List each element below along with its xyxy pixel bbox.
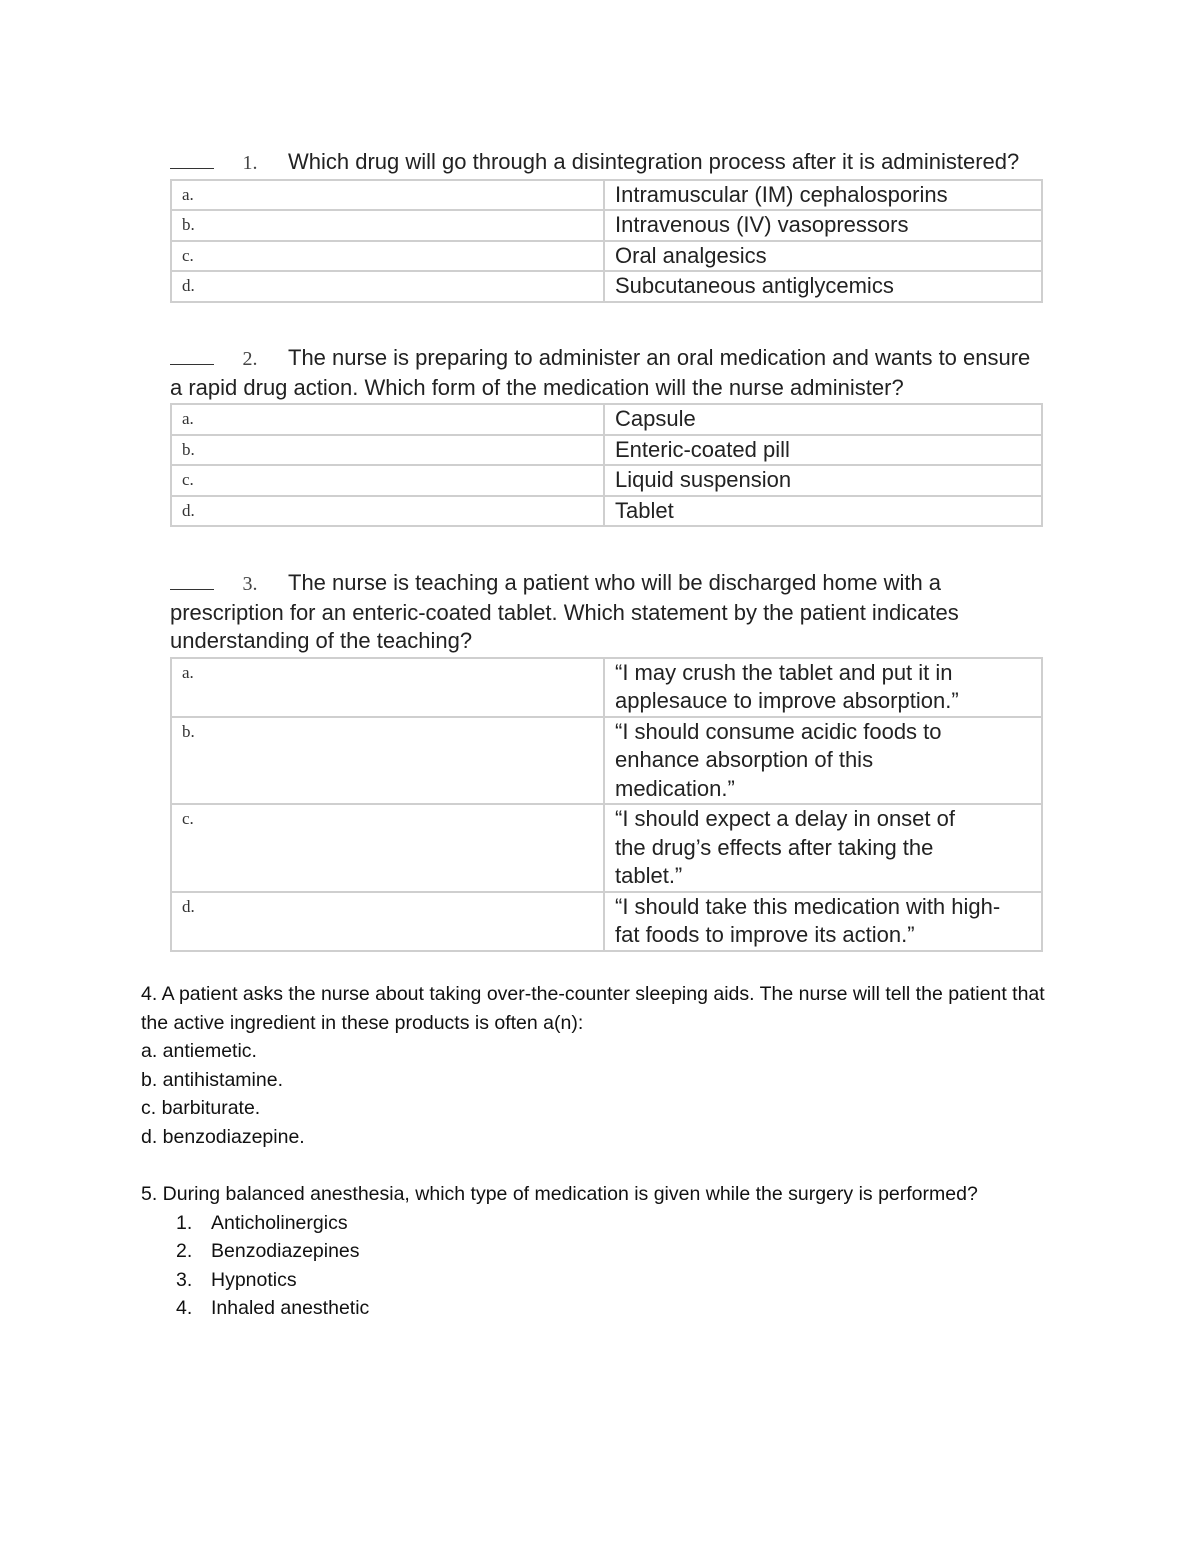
option-text: b. antihistamine. (141, 1068, 283, 1091)
question-number: 3. (242, 573, 258, 595)
option-letter: b. (171, 717, 604, 805)
option-letter: c. (171, 804, 604, 892)
question-text: Which drug will go through a disintegration process after it is administered? (288, 149, 1020, 174)
numbered-options (141, 1209, 1061, 1323)
list-item (141, 1209, 1061, 1238)
options-table (170, 403, 1043, 527)
answer-blank (170, 571, 214, 590)
list-number: 2. (176, 1240, 193, 1262)
answer-blank (170, 346, 214, 365)
question-text: 4. A patient asks the nurse about taking over-the-counter sleeping aids. The nurse will tell the patient that the active ingredient in these products is often a(n): (141, 983, 1045, 1034)
option-row (171, 717, 1042, 805)
option-text: Intravenous (IV) vasopressors (604, 210, 1042, 241)
option-row (171, 241, 1042, 272)
option-letter: d. (171, 496, 604, 527)
option-text: “I should take this medication with high-fat foods to improve its action.” (604, 892, 1042, 951)
option-letter: c. (171, 465, 604, 496)
question-3 (170, 569, 1043, 952)
option-text: Liquid suspension (604, 465, 1042, 496)
option-letter: c. (171, 241, 604, 272)
option-text: Inhaled anesthetic (211, 1297, 370, 1319)
list-item (141, 1266, 1061, 1295)
option-text: Enteric-coated pill (604, 435, 1042, 466)
option-letter: a. (171, 658, 604, 717)
option-text: d. benzodiazepine. (141, 1125, 305, 1148)
option-letter: a. (171, 404, 604, 435)
question-number: 1. (242, 152, 258, 174)
option-text: Intramuscular (IM) cephalosporins (604, 180, 1042, 211)
option-text: “I should consume acidic foods to enhance absorption of this medication.” (604, 717, 1042, 805)
option-letter: d. (171, 271, 604, 302)
option-row (171, 210, 1042, 241)
option-text: Oral analgesics (604, 241, 1042, 272)
option-text: Capsule (604, 404, 1042, 435)
option-text: a. antiemetic. (141, 1040, 257, 1062)
option-text: “I should expect a delay in onset of the drug’s effects after taking the tablet.” (604, 804, 1042, 892)
list-item (141, 1294, 1061, 1323)
list-number: 3. (176, 1268, 193, 1291)
list-number: 4. (176, 1297, 193, 1319)
list-number: 1. (176, 1211, 193, 1234)
option-row (171, 892, 1042, 951)
options-table (170, 657, 1043, 952)
option-text: Anticholinergics (211, 1211, 348, 1234)
option-row (171, 180, 1042, 211)
option-text: Benzodiazepines (211, 1240, 360, 1262)
option-text: Tablet (604, 496, 1042, 527)
option-row (171, 804, 1042, 892)
question-2 (170, 344, 1043, 527)
option-row (171, 271, 1042, 302)
option-letter: b. (171, 210, 604, 241)
question-4 (141, 980, 1061, 1151)
option-row (171, 496, 1042, 527)
question-2-stem (170, 344, 1043, 402)
option-row (171, 435, 1042, 466)
question-3-stem (170, 569, 1043, 656)
list-item (141, 1237, 1061, 1266)
question-text: The nurse is teaching a patient who will be discharged home with a prescription for an enteric-coated tablet. Which statement by the patient indicates understanding of the teaching? (170, 570, 959, 653)
option-row (171, 404, 1042, 435)
question-text: 5. During balanced anesthesia, which type of medication is given while the surgery is performed? (141, 1183, 978, 1205)
option-row (171, 658, 1042, 717)
question-5 (141, 1180, 1061, 1323)
options-table (170, 179, 1043, 303)
question-1-stem (170, 148, 1043, 178)
answer-blank (170, 150, 214, 169)
option-text: Hypnotics (211, 1268, 297, 1291)
question-number: 2. (242, 348, 258, 370)
option-letter: d. (171, 892, 604, 951)
option-text: c. barbiturate. (141, 1097, 261, 1119)
option-letter: a. (171, 180, 604, 211)
option-text: “I may crush the tablet and put it in applesauce to improve absorption.” (604, 658, 1042, 717)
question-1 (170, 148, 1043, 303)
option-text: Subcutaneous antiglycemics (604, 271, 1042, 302)
question-text: The nurse is preparing to administer an oral medication and wants to ensure a rapid drug action. Which form of the medication will the nurse administer? (170, 345, 1031, 400)
option-row (171, 465, 1042, 496)
option-letter: b. (171, 435, 604, 466)
